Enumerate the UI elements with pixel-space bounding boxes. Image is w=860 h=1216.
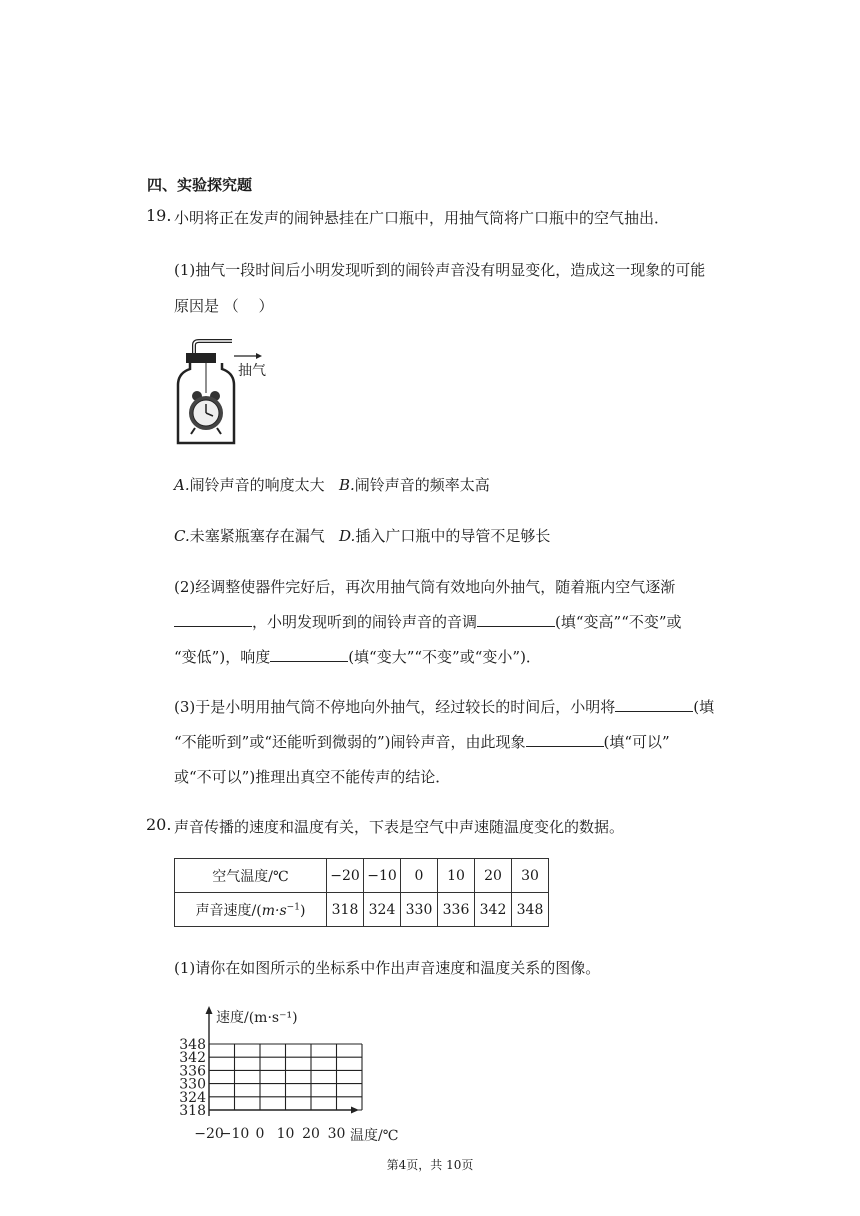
q19-part2-text-a: ，小明发现听到的闹铃声音的音调: [252, 613, 478, 631]
y-tick-label: 348: [179, 1037, 206, 1053]
option-c-letter: C.: [174, 527, 190, 545]
q19-part3-line1: [174, 696, 714, 717]
option-d-text: 插入广口瓶中的导管不足够长: [355, 527, 551, 545]
q19-part2-text-d: (填“变大”“不变”或“变小”)．: [348, 648, 541, 666]
x-tick-label: −10: [219, 1126, 250, 1142]
q19-part2-line3: [174, 646, 541, 667]
y-tick-label: 324: [179, 1089, 206, 1106]
answer-blank-1[interactable]: [174, 612, 252, 627]
bell-jar-illustration: [172, 335, 282, 447]
q19-part1-line2: 原因是 （ ）: [174, 297, 274, 315]
answer-blank-5[interactable]: [526, 732, 604, 747]
x-tick-label: 30: [327, 1126, 346, 1142]
speed-header-suffix: ): [299, 902, 306, 919]
q19-part3-line2: [174, 731, 670, 752]
y-tick-label: 318: [179, 1103, 206, 1119]
option-b-letter: B.: [338, 476, 355, 494]
table-cell: 30: [512, 859, 549, 893]
speed-temperature-table: [174, 858, 549, 927]
q19-options-cd: [174, 525, 550, 546]
x-axis-label: 温度/℃: [350, 1128, 399, 1144]
speed-header-sup: −1: [286, 901, 300, 912]
table-header-speed: [175, 893, 327, 927]
q19-part2-text-c: “变低”)，响度: [174, 648, 271, 666]
q19-part2-line1: (2)经调整使器件完好后，再次用抽气筒有效地向外抽气，随着瓶内空气逐渐: [174, 578, 676, 596]
q20-stem: 声音传播的速度和温度有关，下表是空气中声速随温度变化的数据。: [174, 818, 625, 836]
answer-blank-4[interactable]: [615, 697, 693, 712]
page-footer: 第4页，共 10页: [386, 1158, 474, 1172]
y-tick-label: 336: [179, 1063, 206, 1080]
q19-part2-text-b: (填“变高”“不变”或: [555, 613, 682, 631]
section-title: 四、实验探究题: [147, 176, 253, 194]
y-axis-arrow: [206, 1006, 213, 1014]
q19-stem: 小明将正在发声的闹钟悬挂在广口瓶中，用抽气筒将广口瓶中的空气抽出．: [174, 209, 670, 227]
x-tick-label: 20: [302, 1126, 320, 1142]
option-d-letter: D.: [339, 527, 356, 545]
table-cell: −10: [364, 859, 401, 893]
speed-header-unit: m·s: [261, 902, 287, 919]
y-tick-label: 342: [179, 1050, 206, 1067]
table-cell: 0: [401, 859, 438, 893]
q19-part1-line1: (1)抽气一段时间后小明发现听到的闹铃声音没有明显变化，造成这一现象的可能: [174, 261, 706, 279]
x-tick-label: 0: [255, 1126, 265, 1142]
option-a-text: 闹铃声音的响度太大: [189, 476, 325, 494]
x-tick-label: 10: [276, 1126, 295, 1142]
q19-part3-text-b: (填: [693, 698, 715, 716]
answer-blank-2[interactable]: [477, 612, 555, 627]
table-cell: −20: [327, 859, 364, 893]
figure-label-pump: 抽气: [238, 363, 266, 379]
q19-part3-text-d: (填“可以”: [603, 733, 670, 751]
coordinate-grid: [178, 1004, 418, 1146]
q20-part1: (1)请你在如图所示的坐标系中作出声音速度和温度关系的图像。: [174, 959, 601, 977]
q19-part3-text-a: (3)于是小明用抽气筒不停地向外抽气，经过较长的时间后，小明将: [174, 698, 616, 716]
option-a-letter: A.: [174, 476, 190, 494]
table-cell: 318: [327, 893, 364, 927]
y-axis-label: 速度/(m·s⁻¹): [216, 1010, 298, 1026]
table-row-temperature: [175, 859, 549, 893]
q19-part3-line3: 或“不可以”)推理出真空不能传声的结论．: [174, 768, 451, 786]
x-tick-label: −20: [194, 1126, 224, 1142]
table-cell: 348: [512, 893, 549, 927]
q19-part3-text-c: “不能听到”或“还能听到微弱的”)闹铃声音，由此现象: [174, 733, 526, 751]
q19-part2-line2: [174, 611, 682, 632]
answer-blank-3[interactable]: [270, 647, 348, 662]
option-b-text: 闹铃声音的频率太高: [354, 476, 490, 494]
option-c-text: 未塞紧瓶塞存在漏气: [189, 527, 325, 545]
y-tick-label: 330: [179, 1076, 206, 1093]
question-number-19: 19.: [146, 206, 172, 225]
table-cell: 20: [475, 859, 512, 893]
table-cell: 336: [438, 893, 475, 927]
table-header-temperature: 空气温度/℃: [175, 859, 327, 893]
table-cell: 10: [438, 859, 475, 893]
table-cell: 342: [475, 893, 512, 927]
table-row-speed: [175, 893, 549, 927]
x-axis-arrow: [351, 1107, 359, 1114]
table-cell: 324: [364, 893, 401, 927]
bell-jar-figure: [172, 335, 282, 447]
q19-options-ab: [174, 474, 490, 495]
table-cell: 330: [401, 893, 438, 927]
question-number-20: 20.: [146, 815, 172, 834]
speed-header-prefix: 声音速度/(: [195, 902, 262, 919]
